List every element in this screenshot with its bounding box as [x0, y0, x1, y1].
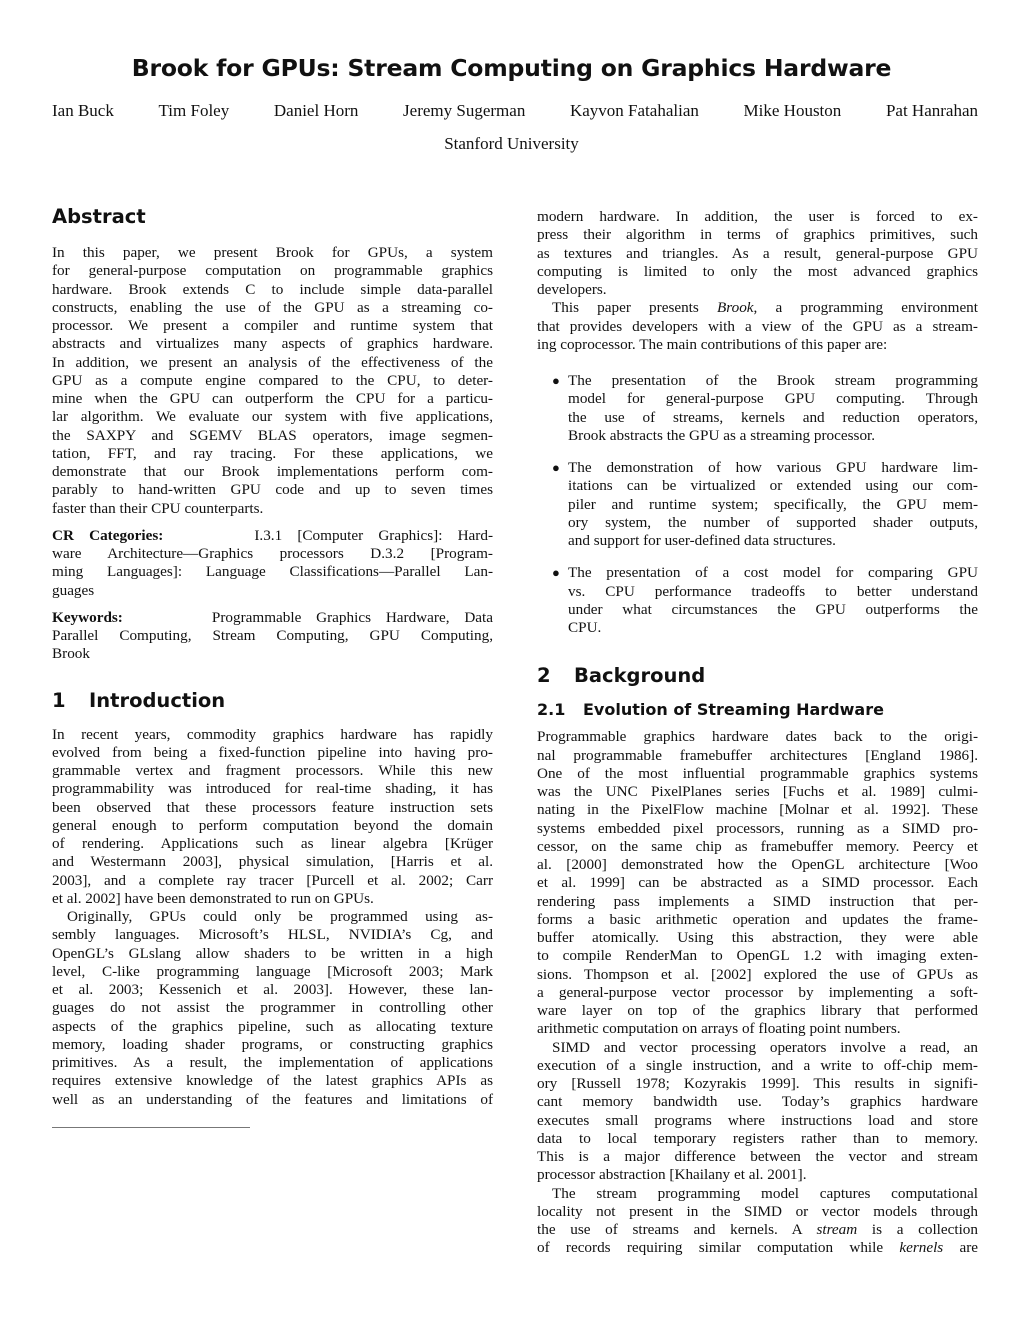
- text-line: ware layer on top of the graphics library that performed: [537, 1002, 978, 1019]
- text-line: computing is limited to only the most advanced graphics: [537, 262, 978, 280]
- text-line: This is a major difference between the vector and stream: [537, 1148, 978, 1165]
- left-column: [52, 203, 493, 1109]
- text-line: of rendering. Applications such as linear algebra [Krüger: [52, 835, 493, 852]
- text-line: processor abstraction [Khailany et al. 2001].: [537, 1166, 807, 1184]
- contribution-item: [537, 459, 978, 550]
- text-line: developers.: [537, 281, 607, 298]
- section-2-heading: 2 Background: [537, 664, 706, 688]
- text-line: In this paper, we present Brook for GPUs, a system: [52, 244, 493, 261]
- abstract-text: [52, 244, 493, 518]
- text-line: rendering pass implements a SIMD instruction that per-: [537, 892, 978, 910]
- text-line: The presentation of a cost model for comparing GPU: [568, 564, 978, 582]
- text-line: the SAXPY and SGEMV BLAS operators, image segmen-: [52, 426, 493, 444]
- background-paragraph-3: The stream programming model captures computational locality not present in the SIMD or vector models through the use of streams and kernels. A stream is a collection of records requiring similar computation while kernels are: [537, 1184, 978, 1257]
- text-line: vs. CPU performance tradeoffs to better understand: [568, 582, 978, 600]
- section-1-heading: 1 Introduction: [52, 688, 226, 712]
- contribution-item: [537, 372, 978, 445]
- text-line: a general-purpose vector processor by implementing a soft-: [537, 983, 978, 1001]
- cr-categories: CR Categories: I.3.1 [Computer Graphics]: Hard- ware Architecture—Graphics processors D.3.2 [Program- ming Languages]: Language Classifications—Parallel Lan- guages: [52, 526, 494, 599]
- text-line: for general-purpose computation on programmable graphics: [52, 262, 493, 280]
- contribution-item: [537, 564, 978, 637]
- text-line: evolved from being a fixed-function pipeline into having pro-: [52, 743, 493, 761]
- text-line: abstracts and virtualizes many aspects of graphics hardware.: [52, 335, 493, 353]
- text-line: nating in the PixelFlow machine [Molnar et al. 1992]. These: [537, 801, 978, 819]
- text-line: to compile RenderMan to OpenGL 1.2 with imaging exten-: [537, 947, 978, 965]
- text-line: CPU.: [568, 619, 602, 636]
- text-line: Programmable graphics hardware dates back to the origi-: [537, 728, 978, 746]
- text-line: executes small programs where instructions load and store: [537, 1111, 978, 1129]
- text-line: systems embedded pixel processors, running as a SIMD pro-: [537, 819, 978, 837]
- text-line: the use of streams, kernels and reduction operators,: [568, 408, 978, 426]
- text-line: OpenGL’s GLslang allow shaders to be written in a high: [52, 944, 493, 962]
- text-line: Originally, GPUs could only be programmed using as-: [67, 908, 493, 925]
- text-line: cant memory bandwidth use. Today’s graphics hardware: [537, 1093, 978, 1111]
- text-line: arithmetic computation on arrays of floating point numbers.: [537, 1020, 901, 1038]
- text-line: was the UNC PixelPlanes series [Fuchs et al. 1989] culmi-: [537, 783, 978, 800]
- text-line: data to local temporary registers rather than to memory.: [537, 1129, 978, 1147]
- text-line: One of the most influential programmable graphics systems: [537, 764, 978, 782]
- text-line: et al. 1999] can be abstracted as a SIMD processor. Each: [537, 874, 978, 892]
- background-paragraph-2: [537, 1039, 978, 1185]
- text-line: faster than their CPU counterparts.: [52, 499, 264, 517]
- author: Daniel Horn: [273, 101, 359, 120]
- text-line: Brook abstracts the GPU as a streaming processor.: [568, 426, 876, 444]
- intro-paragraph-2-continued: [537, 208, 978, 299]
- paper-title: Brook for GPUs: Stream Computing on Graphics Hardware: [131, 54, 892, 82]
- text-line: and support for user-defined data structures.: [568, 532, 836, 549]
- text-line: et al. 2002] have been demonstrated to run on GPUs.: [52, 889, 374, 907]
- text-line: ory system, the number of supported shader outputs,: [568, 513, 978, 531]
- text-line: press their algorithm in terms of graphics primitives, such: [537, 226, 978, 244]
- text-line: SIMD and vector processing operators involve a read, an: [552, 1038, 978, 1056]
- text-line: been observed that these processors feature instruction sets: [52, 798, 493, 816]
- text-line: primitives. As a result, the implementation of applications: [52, 1054, 493, 1071]
- bullet-icon: ●: [552, 460, 560, 475]
- intro-paragraph-3: This paper presents Brook, a programming environment that provides developers with a view of the GPU as a stream- ing coprocessor. The main contributions of this paper are:: [537, 299, 978, 353]
- text-line: memory, loading shader programs, or constructing graphics: [52, 1035, 493, 1053]
- text-line: The presentation of the Brook stream programming: [568, 372, 978, 389]
- text-line: et al. 2003; Kessenich et al. 2003]. However, these lan-: [52, 981, 493, 998]
- cr-categories-label: CR Categories:: [52, 526, 164, 544]
- author-list: [52, 101, 978, 121]
- text-line: al. [2000] demonstrated how the OpenGL architecture [Woo: [537, 856, 978, 873]
- author: Kayvon Fatahalian: [569, 101, 699, 120]
- text-line: sembly languages. Microsoft’s HLSL, NVIDIA’s Cg, and: [52, 926, 493, 944]
- text-line: sions. Thompson et al. [2002] explored the use of GPUs as: [537, 965, 978, 983]
- text-line: hardware. Brook extends C to include simple data-parallel: [52, 280, 493, 298]
- text-line: guages do not assist the programmer in controlling other: [52, 999, 493, 1017]
- text-line: itations can be virtualized or extended using our com-: [568, 477, 978, 495]
- text-line: level, C-like programming language [Microsoft 2003; Mark: [52, 962, 493, 980]
- text-line: and Westermann 2003], physical simulation, [Harris et al.: [52, 853, 493, 871]
- text-line: nal programmable framebuffer architectures [England 1986].: [537, 746, 978, 764]
- text-line: model for general-purpose GPU computing. Through: [568, 390, 978, 408]
- bullet-icon: ●: [552, 373, 560, 388]
- text-line: modern hardware. In addition, the user is forced to ex-: [537, 208, 978, 225]
- text-line: well as an understanding of the features and limitations of: [52, 1090, 493, 1108]
- text-line: tation, FFT, and ray tracing. For these applications, we: [52, 444, 493, 462]
- text-line: In addition, we present an analysis of the effectiveness of the: [52, 353, 493, 371]
- footnote-rule: [52, 1127, 250, 1128]
- author: Pat Hanrahan: [885, 101, 978, 120]
- affiliation: Stanford University: [444, 134, 579, 153]
- intro-paragraph-2: [52, 908, 493, 1109]
- abstract-heading: Abstract: [52, 205, 146, 228]
- subsection-2-1-heading: 2.1 Evolution of Streaming Hardware: [537, 700, 884, 720]
- text-line: cessor, on the same chip as framebuffer memory. Peercy et: [537, 837, 978, 855]
- text-line: demonstrate that our Brook implementations perform com-: [52, 463, 493, 480]
- author: Ian Buck: [52, 101, 114, 120]
- text-line: processor. We present a compiler and runtime system that: [52, 317, 493, 334]
- text-line: lar algorithm. We evaluate our system with five applications,: [52, 408, 493, 426]
- text-line: requires extensive knowledge of the latest graphics APIs as: [52, 1072, 493, 1090]
- text-line: piler and runtime system; specifically, the GPU mem-: [568, 495, 978, 513]
- text-line: constructs, enabling the use of the GPU as a streaming co-: [52, 298, 493, 316]
- text-line: as textures and triangles. As a result, general-purpose GPU: [537, 244, 978, 262]
- contributions-list: [537, 354, 978, 637]
- keywords: Keywords: Programmable Graphics Hardware, Data Parallel Computing, Stream Computing, GPU Computing, Brook: [52, 608, 493, 663]
- text-line: grammable vertex and fragment processors. While this new: [52, 762, 493, 779]
- text-line: In recent years, commodity graphics hardware has rapidly: [52, 725, 493, 743]
- author: Tim Foley: [158, 101, 230, 120]
- text-line: execution of a single instruction, and a write to off-chip mem-: [537, 1056, 978, 1074]
- author: Jeremy Sugerman: [403, 101, 526, 120]
- text-line: forms a basic arithmetic operation and updates the frame-: [537, 910, 978, 928]
- text-line: parably to hand-written GPU code and up to seven times: [52, 481, 493, 499]
- text-line: under what circumstances the GPU outperforms the: [568, 600, 978, 618]
- text-line: 2003], and a complete ray tracer [Purcell et al. 2002; Carr: [52, 871, 493, 889]
- text-line: general enough to perform computation beyond the domain: [52, 816, 493, 834]
- text-line: programmability was introduced for real-time shading, it has: [52, 780, 493, 798]
- text-line: buffer atomically. Using this abstraction, they were able: [537, 929, 978, 946]
- text-line: The demonstration of how various GPU hardware lim-: [568, 459, 978, 476]
- author: Mike Houston: [743, 101, 842, 120]
- text-line: mine when the GPU can outperform the CPU for a particu-: [52, 390, 493, 407]
- intro-paragraph-1: [52, 726, 493, 909]
- text-line: ory [Russell 1978; Kozyrakis 1999]. This results in signifi-: [537, 1075, 978, 1092]
- text-line: GPU as a compute engine compared to the CPU, to deter-: [52, 371, 493, 389]
- bullet-icon: ●: [552, 565, 560, 581]
- right-column: [537, 208, 978, 1258]
- background-paragraph-1: [537, 728, 978, 1038]
- keywords-label: Keywords:: [52, 608, 123, 626]
- text-line: aspects of the graphics pipeline, such as allocating texture: [52, 1017, 493, 1035]
